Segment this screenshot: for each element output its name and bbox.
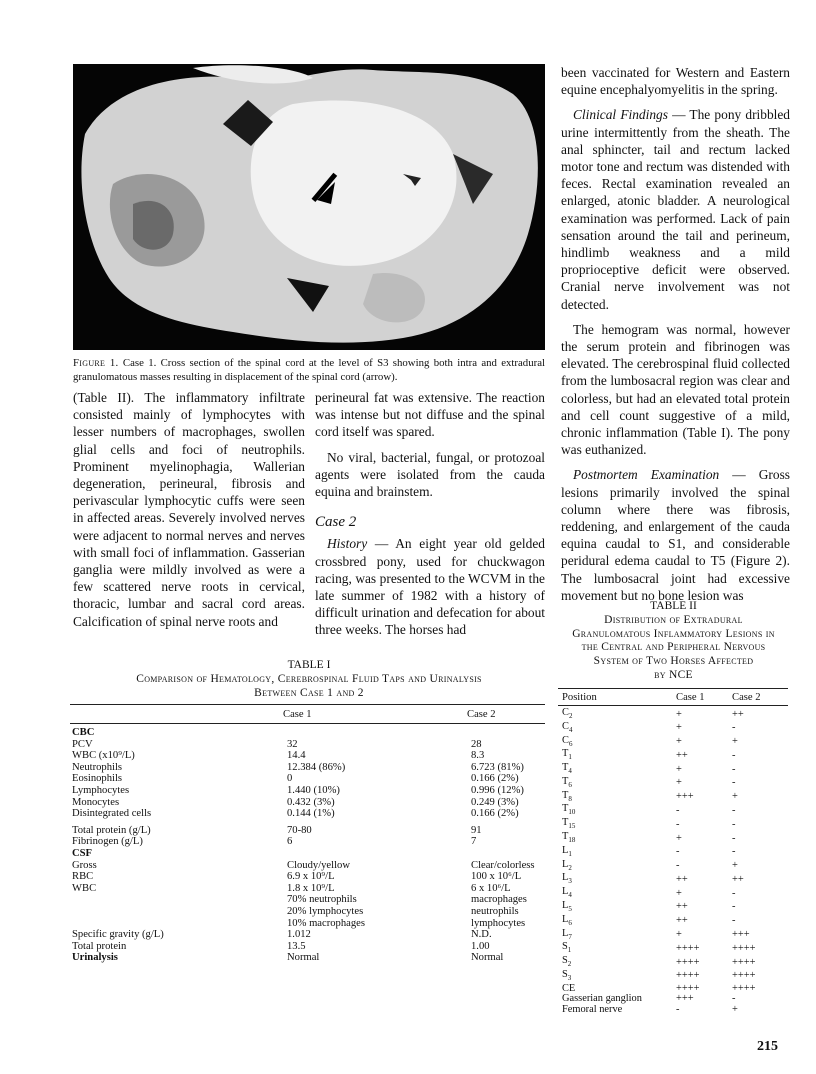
table1-cell: 32 — [287, 738, 298, 750]
table2-position: $C_4$ — [562, 720, 573, 734]
table2-title-line: Distribution of Extradural — [604, 613, 743, 626]
table2-position: Gasserian ganglion — [562, 993, 642, 1005]
table2-case1-value: ++++ — [676, 982, 700, 994]
table1-cell: 1.440 (10%) — [287, 784, 340, 796]
table2-case2-value: - — [732, 915, 736, 927]
table2-row — [558, 722, 755, 736]
table2-row — [558, 818, 755, 832]
table2-position: $L_1$ — [562, 844, 572, 858]
table1-cell: Normal — [287, 952, 320, 964]
table1-row — [70, 918, 535, 930]
table1-cell: Monocytes — [72, 796, 120, 808]
table2-case1-value: + — [676, 722, 682, 734]
table1-cell: Urinalysis — [72, 952, 118, 964]
table1-title-line1: Comparison of Hematology, Cerebrospinal Fluid Taps and Urinalysis — [136, 672, 482, 685]
table2-case1-value: - — [676, 1004, 680, 1016]
table1-row — [70, 836, 535, 848]
table1-cell — [471, 727, 535, 739]
table1-cell: WBC — [72, 882, 97, 894]
table2-case1-value: ++ — [676, 901, 688, 913]
table2-case2-value: ++++ — [732, 956, 756, 968]
table2-header-position: Position — [562, 692, 597, 703]
table1-cell — [70, 918, 287, 930]
table1-cell: 100 x 10⁶/L — [471, 871, 522, 883]
table2-row — [558, 956, 755, 970]
table1-header-case2: Case 2 — [467, 709, 496, 720]
table2-case1-value: + — [676, 763, 682, 775]
col3-paragraph-0: been vaccinated for Western and Eastern equine encephalyomyelitis in the spring. — [561, 65, 790, 98]
table1-cell: Lymphocytes — [72, 784, 130, 796]
table2-case1-value: ++++ — [676, 942, 700, 954]
table1-cell — [287, 727, 471, 739]
table2-position: $L_4$ — [562, 886, 572, 900]
table2-row — [558, 915, 755, 929]
clinical-findings-heading: Clinical Findings — [573, 107, 668, 123]
table2-position: $T_8$ — [562, 789, 572, 803]
table2-row — [558, 873, 755, 887]
table1-row — [70, 750, 535, 762]
table1-row — [70, 860, 535, 872]
table1-cell: neutrophils — [471, 905, 519, 917]
table1-cell: N.D. — [471, 929, 492, 941]
table2-title-line: System of Two Horses Affected — [593, 655, 754, 668]
table1-cell: lymphocytes — [471, 917, 526, 929]
table2-position: $C_6$ — [562, 734, 573, 748]
table1-cell: Normal — [471, 952, 504, 964]
figure-caption-text: Case 1. Cross section of the spinal cord at the level of S3 showing both intra and extradural granulomatous masses resulting in displacement of the spinal cord (arrow). — [73, 357, 545, 383]
table1-cell: 0.432 (3%) — [287, 796, 335, 808]
table2-case2-value: +++ — [732, 929, 750, 941]
table2-case2-value: ++ — [732, 708, 744, 720]
table1-cell: Disintegrated cells — [72, 808, 152, 820]
table1-cell: Fibrinogen (g/L) — [72, 836, 143, 848]
table2-case2-value: - — [732, 887, 736, 899]
table1-cell: 0 — [287, 773, 293, 785]
table1-cell: 0.996 (12%) — [471, 784, 524, 796]
page-number: 215 — [757, 1039, 778, 1054]
table1-cell: Total protein — [72, 940, 127, 952]
table1-row — [70, 825, 535, 837]
table2-case1-value: ++ — [676, 873, 688, 885]
table2-case2-value: - — [732, 722, 736, 734]
table1-cell: CSF — [72, 847, 93, 859]
table1-cell: 1.00 — [471, 940, 490, 952]
table2-case2-value: - — [732, 832, 736, 844]
table2-case1-value: - — [676, 860, 680, 872]
table2-case1-value: ++ — [676, 749, 688, 761]
table2-case1-value: - — [676, 846, 680, 858]
table1-cell: CBC — [72, 727, 95, 738]
table2-case2-value: - — [732, 846, 736, 858]
history-heading: History — [327, 536, 368, 552]
table2-case1-value: + — [676, 777, 682, 789]
table1-title-line2: Between Case 1 and 2 — [254, 686, 364, 699]
table1-cell: macrophages — [471, 894, 527, 906]
table2-header-case1: Case 1 — [676, 692, 705, 703]
table2-case1-value: + — [676, 887, 682, 899]
table2-position: $S_2$ — [562, 955, 572, 969]
table2-case1-value: ++++ — [676, 970, 700, 982]
table1-cell — [287, 848, 471, 860]
table2-header-row — [558, 689, 788, 705]
figure-caption — [73, 357, 545, 384]
table2-title-line: by NCE — [654, 668, 693, 681]
table2-position: $S_1$ — [562, 941, 572, 955]
table1-row — [70, 797, 535, 809]
postmortem-heading: Postmortem Examination — [573, 467, 720, 483]
table2-position: $T_{18}$ — [562, 831, 576, 845]
column-1 — [73, 389, 305, 630]
table1-cell: 0.144 (1%) — [287, 808, 335, 820]
col2-paragraph-2: No viral, bacterial, fungal, or protozoal agents were isolated from the cauda equina and brainstem. — [315, 449, 545, 500]
figure-1-photo — [73, 64, 545, 350]
table1-row — [70, 785, 535, 797]
table2-case2-value: ++++ — [732, 942, 756, 954]
table2-case1-value: - — [676, 805, 680, 816]
table1-body — [70, 727, 535, 964]
table1-cell: 14.4 — [287, 750, 306, 762]
table2-position: $T_1$ — [562, 748, 572, 762]
table2-row — [558, 1005, 755, 1016]
table1-label: TABLE I — [287, 659, 331, 671]
table2-case1-value: + — [676, 708, 682, 720]
table2-case2-value: - — [732, 763, 736, 775]
table1 — [70, 704, 545, 964]
table2-row — [558, 708, 755, 722]
table2-position: $T_{10}$ — [562, 803, 576, 817]
table2-row — [558, 970, 755, 984]
table1-cell: 6.723 (81%) — [471, 761, 524, 773]
table1-section-row — [70, 848, 535, 860]
table2-position: Femoral nerve — [562, 1004, 623, 1016]
history-text: — An eight year old gelded crossbred pony, used for chuckwagon racing, was presented to the WCVM in the late summer of 1982 with a history of difficult urination and defecation for about three weeks. The horses had — [315, 536, 545, 638]
table2-case2-value: ++ — [732, 873, 744, 885]
table1-cell: 8.3 — [471, 750, 485, 762]
table2-position: $L_6$ — [562, 913, 572, 927]
spinal-cord-micrograph — [73, 64, 545, 350]
table2-position: $L_7$ — [562, 927, 572, 941]
table2-case1-value: + — [676, 736, 682, 748]
table1-cell: Total protein (g/L) — [72, 824, 151, 836]
col1-paragraph: (Table II). The inflammatory infiltrate consisted mainly of lymphocytes with lesser numbers of macrophages, swollen glial cells and foci of neutrophils. Prominent myelinophagia, Wallerian degeneration, perineural, fibrosis and perivascular lymphocytic cuffs were seen in affected areas. Severely involved nerves were adjacent to normal nerves and nerves with small foci of inflammation. Gasserian ganglia were mildly involved as were a few scattered nerve roots in cervical, thoracic, lumbar and sacral cord areas. Calcification of spinal nerve roots and — [73, 390, 305, 629]
table1-row — [70, 883, 535, 895]
table2-row — [558, 749, 755, 763]
case2-heading: Case 2 — [315, 514, 357, 531]
table2-position: $T_{15}$ — [562, 817, 576, 831]
table2-case2-value: ++++ — [732, 970, 756, 982]
table2-position: $L_2$ — [562, 858, 572, 872]
table2-position: $T_4$ — [562, 762, 572, 776]
table1-row — [70, 762, 535, 774]
table1-cell: Gross — [72, 859, 97, 871]
table1-cell: 13.5 — [287, 940, 306, 952]
table1-cell: PCV — [72, 738, 93, 750]
table1-row — [70, 894, 535, 906]
col2-paragraph-1: perineural fat was extensive. The reaction was intense but not diffuse and the spinal cord itself was spared. — [315, 390, 545, 440]
table1-cell — [471, 848, 535, 860]
table1-cell — [70, 894, 287, 906]
table2-case2-value: - — [732, 993, 736, 1005]
table2-case1-value: +++ — [676, 993, 694, 1005]
table2-row — [558, 887, 755, 901]
table1-row — [70, 871, 535, 883]
table1-cell: Eosinophils — [72, 773, 123, 785]
table2-row — [558, 942, 755, 956]
table1-section-row — [70, 952, 535, 964]
column-2 — [315, 389, 545, 639]
table1-cell: 7 — [471, 836, 477, 848]
table1-cell: 6 — [287, 836, 293, 848]
table2-case2-value: + — [732, 1004, 738, 1016]
table2-position: $S_3$ — [562, 968, 572, 982]
column-3 — [561, 64, 790, 604]
table2-case2-value: - — [732, 805, 736, 816]
table1-cell: 1.012 — [287, 929, 311, 941]
table2-case2-value: - — [732, 777, 736, 789]
table1-row — [70, 929, 535, 941]
table2-case1-value: ++ — [676, 915, 688, 927]
table2-row — [558, 832, 755, 846]
table2-row — [558, 804, 755, 818]
table1-cell: 91 — [471, 824, 482, 836]
table2-label: TABLE II — [650, 600, 697, 612]
table1-header-case1: Case 1 — [283, 709, 312, 720]
table1-cell — [70, 906, 287, 918]
table2-row — [558, 929, 755, 943]
table1-cell: Clear/colorless — [471, 859, 535, 871]
table1-cell: 6.9 x 10⁹/L — [287, 871, 335, 883]
postmortem-text: — Gross lesions primarily involved the spinal column where there was fibrosis, reddening, and enlargement of the cauda equina caudal to S1, and considerable peridural edema caudal to T5 (Figure 2). The lumbosacral joint had excessive movement but no bone lesion was — [561, 467, 790, 603]
table2-header-case2: Case 2 — [732, 692, 761, 703]
table2-case2-value: + — [732, 791, 738, 803]
table2-title-line: Granulomatous Inflammatory Lesions in — [572, 627, 775, 640]
table1-row — [70, 941, 535, 953]
table1-cell: Specific gravity (g/L) — [72, 929, 164, 941]
table2-row — [558, 860, 755, 874]
table2-case2-value: ++++ — [732, 982, 756, 994]
table2-row — [558, 901, 755, 915]
table2-row — [558, 846, 755, 860]
table2-position: $C_2$ — [562, 707, 573, 721]
table1-cell: 0.166 (2%) — [471, 773, 519, 785]
table1-row — [70, 808, 535, 820]
table2-case1-value: +++ — [676, 791, 694, 803]
table2-position: CE — [562, 982, 576, 994]
table2-title-line: the Central and Peripheral Nervous — [581, 641, 766, 654]
table1-cell: 28 — [471, 738, 482, 750]
table2-position: $L_3$ — [562, 872, 572, 886]
table1-cell: 70-80 — [287, 824, 312, 836]
table2-case2-value: - — [732, 901, 736, 913]
table2-position: $T_6$ — [562, 775, 572, 789]
figure-caption-label: Figure 1. — [73, 357, 119, 369]
table1-cell: Neutrophils — [72, 761, 123, 773]
table2-case2-value: - — [732, 818, 736, 830]
table1-cell: 0.166 (2%) — [471, 808, 519, 820]
table1-cell: 6 x 10⁶/L — [471, 882, 511, 894]
table2-case2-value: - — [732, 749, 736, 761]
table2-case2-value: + — [732, 860, 738, 872]
table2-row — [558, 777, 755, 791]
table1-row — [70, 906, 535, 918]
col3-paragraph-2: The hemogram was normal, however the serum protein and fibrinogen was elevated. The cerebrospinal fluid collected from the lumbosacral region was clear and colorless, but had an elevated total protein and cell count suggestive of a mild, chronic inflammation (Table I). The pony was euthanized. — [561, 321, 790, 458]
table2-case1-value: - — [676, 818, 680, 830]
table1-cell: Cloudy/yellow — [287, 859, 350, 871]
table2-case1-value: + — [676, 832, 682, 844]
table2-row — [558, 763, 755, 777]
table2-title — [557, 600, 790, 683]
table1-cell: 20% lymphocytes — [287, 905, 364, 917]
table1-cell: RBC — [72, 871, 94, 883]
table2-case1-value: ++++ — [676, 956, 700, 968]
table1-row — [70, 739, 535, 751]
clinical-findings-text: — The pony dribbled urine intermittently from the sheath. The anal sphincter, tail and rectum lacked motor tone and rectum was distended with feces. Rectal examination revealed an enlarged, atonic bladder. A neurological examination was performed. Lack of pain sensation around the tail and perineum, hindlimb weakness and a mild proprioceptive deficit were observed. Cranial nerve involvement was not detected. — [561, 107, 791, 312]
table1-cell: 70% neutrophils — [287, 894, 357, 906]
table2-row — [558, 791, 755, 805]
table2-case1-value: + — [676, 929, 682, 941]
table1-title — [73, 659, 545, 700]
table1-row — [70, 773, 535, 785]
table2-row — [558, 736, 755, 750]
table1-cell: 12.384 (86%) — [287, 761, 346, 773]
table2-position: $L_5$ — [562, 899, 572, 914]
table2-body — [558, 708, 755, 1016]
table1-cell: WBC (x10⁹/L) — [72, 750, 135, 762]
table1-cell: 1.8 x 10⁹/L — [287, 882, 335, 894]
table1-cell: 10% macrophages — [287, 917, 365, 929]
table2 — [558, 688, 788, 1016]
table1-cell: 0.249 (3%) — [471, 796, 519, 808]
table1-section-row — [70, 727, 535, 739]
table1-header-row — [70, 705, 545, 723]
table2-case2-value: + — [732, 736, 738, 748]
